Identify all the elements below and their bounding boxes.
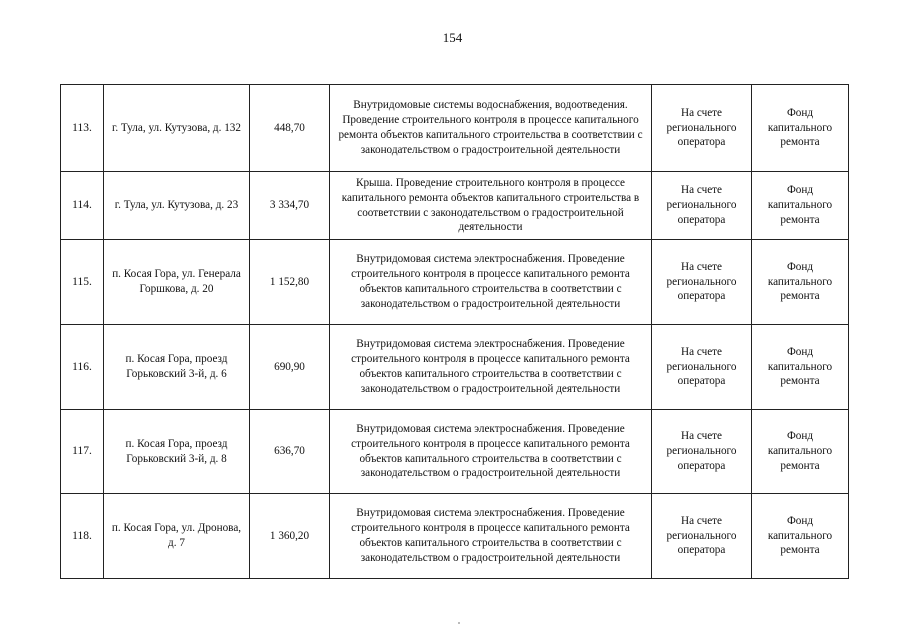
work-description-cell: Внутридомовая система электроснабжения. Проведение строительного контроля в процессе капитального ремонта объектов капитального строительства в соответствии с законодательством о градостроительной деятельности [330,494,652,579]
area-cell: 1 152,80 [250,240,330,325]
address-cell: п. Косая Гора, проезд Горьковский 3-й, д. 6 [104,325,250,410]
row-number: 116. [61,325,104,410]
address-cell: г. Тула, ул. Кутузова, д. 23 [104,172,250,240]
address-cell: п. Косая Гора, проезд Горьковский 3-й, д. 8 [104,410,250,494]
address-cell: п. Косая Гора, ул. Дронова, д. 7 [104,494,250,579]
table-row [61,172,849,240]
work-description-cell: Внутридомовая система электроснабжения. Проведение строительного контроля в процессе капитального ремонта объектов капитального строительства в соответствии с законодательством о градостроительной деятельности [330,410,652,494]
account-cell: На счете регионального оператора [652,410,752,494]
address-cell: п. Косая Гора, ул. Генерала Горшкова, д. 20 [104,240,250,325]
row-number: 113. [61,85,104,172]
work-description-cell: Внутридомовые системы водоснабжения, водоотведения. Проведение строительного контроля в процессе капитального ремонта объектов капитального строительства в соответствии с законодательством о градостроительной деятельности [330,85,652,172]
work-description-cell: Крыша. Проведение строительного контроля в процессе капитального ремонта объектов капитального строительства в соответствии с законодательством о градостроительной деятельности [330,172,652,240]
area-cell: 690,90 [250,325,330,410]
row-number: 117. [61,410,104,494]
area-cell: 1 360,20 [250,494,330,579]
table-row [61,410,849,494]
row-number: 115. [61,240,104,325]
row-number: 118. [61,494,104,579]
table-row [61,240,849,325]
account-cell: На счете регионального оператора [652,494,752,579]
area-cell: 636,70 [250,410,330,494]
row-number: 114. [61,172,104,240]
fund-cell: Фонд капитального ремонта [752,494,849,579]
account-cell: На счете регионального оператора [652,240,752,325]
repair-works-table [60,84,849,579]
account-cell: На счете регионального оператора [652,325,752,410]
address-cell: г. Тула, ул. Кутузова, д. 132 [104,85,250,172]
page-number: 154 [442,30,463,45]
fund-cell: Фонд капитального ремонта [752,240,849,325]
account-cell: На счете регионального оператора [652,172,752,240]
account-cell: На счете регионального оператора [652,85,752,172]
table-row [61,494,849,579]
fund-cell: Фонд капитального ремонта [752,85,849,172]
table-row [61,325,849,410]
scan-artifact-dot [458,622,460,624]
fund-cell: Фонд капитального ремонта [752,410,849,494]
area-cell: 3 334,70 [250,172,330,240]
work-description-cell: Внутридомовая система электроснабжения. Проведение строительного контроля в процессе капитального ремонта объектов капитального строительства в соответствии с законодательством о градостроительной деятельности [330,240,652,325]
fund-cell: Фонд капитального ремонта [752,172,849,240]
table-row [61,85,849,172]
area-cell: 448,70 [250,85,330,172]
work-description-cell: Внутридомовая система электроснабжения. Проведение строительного контроля в процессе капитального ремонта объектов капитального строительства в соответствии с законодательством о градостроительной деятельности [330,325,652,410]
fund-cell: Фонд капитального ремонта [752,325,849,410]
